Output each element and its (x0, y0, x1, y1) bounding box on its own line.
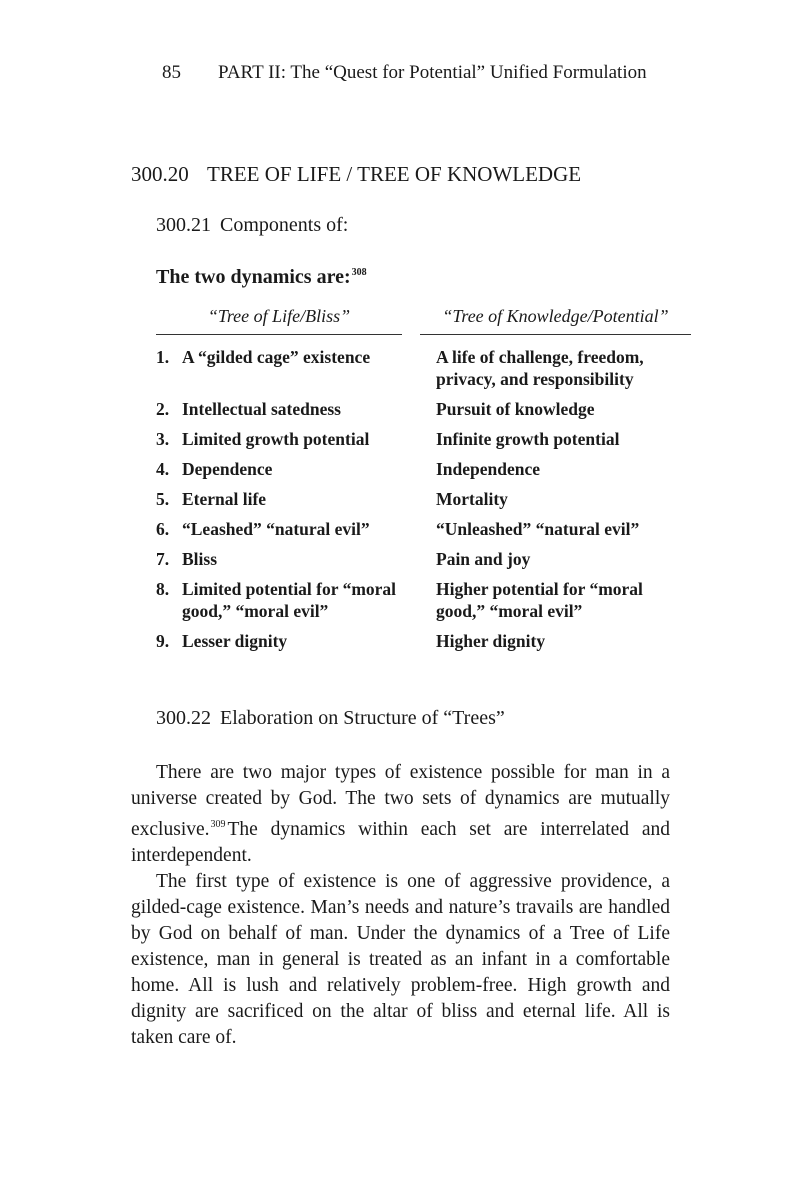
tree-of-knowledge-item: Infinite growth potential (436, 429, 620, 449)
table-row (156, 630, 696, 652)
page-number: 85 (162, 62, 181, 83)
tree-of-life-item: A “gilded cage” existence (182, 347, 371, 367)
subsection-heading-elaboration (156, 707, 505, 730)
row-number: 2. (156, 399, 170, 419)
tree-of-life-item: Intellectual satedness (182, 399, 341, 419)
row-number: 6. (156, 519, 170, 539)
subsection-title: Elaboration on Structure of “Trees” (220, 707, 505, 729)
dynamics-table (156, 346, 696, 660)
tree-of-knowledge-item: Higher dignity (436, 631, 546, 651)
paragraph-text: There are two major types of existence possible for man in a universe created by God. The two sets of dynamics are mutually exclusive. (131, 762, 670, 840)
column-header-tree-of-life: “Tree of Life/Bliss” (156, 306, 402, 335)
tree-of-knowledge-item: Higher potential for “moral good,” “moral evil” (436, 579, 643, 621)
dynamics-heading (156, 266, 367, 289)
tree-of-life-item: Eternal life (182, 489, 267, 509)
table-row (156, 578, 696, 622)
tree-of-life-item: “Leashed” “natural evil” (182, 519, 370, 539)
paragraph-text: The dynamics within each set are interrelated and interdependent. (131, 819, 670, 866)
tree-of-life-item: Lesser dignity (182, 631, 288, 651)
tree-of-knowledge-item: A life of challenge, freedom, privacy, and responsibility (436, 347, 644, 389)
tree-of-knowledge-item: “Unleashed” “natural evil” (436, 519, 640, 539)
paragraph: The first type of existence is one of aggressive providence, a gilded-cage existence. Man’s needs and nature’s travails are handled by God on behalf of man. Under the dynamics of a Tree of Life existence, man in general is treated as an infant in a comfortable home. All is lush and relatively problem-free. High growth and dignity are sacrificed on the altar of bliss and eternal life. All is taken care of. (131, 871, 670, 1048)
subsection-number: 300.22 (156, 707, 211, 729)
footnote-marker: 309 (210, 819, 226, 830)
tree-of-life-item: Dependence (182, 459, 273, 479)
tree-of-knowledge-item: Pursuit of knowledge (436, 399, 595, 419)
column-header-tree-of-knowledge: “Tree of Knowledge/Potential” (420, 306, 691, 335)
table-row (156, 428, 696, 450)
subsection-heading-components (156, 214, 348, 237)
row-number: 8. (156, 579, 170, 599)
table-row (156, 548, 696, 570)
paragraph (131, 760, 670, 869)
dynamics-heading-text: The two dynamics are: (156, 266, 351, 288)
tree-of-life-item: Bliss (182, 549, 218, 569)
subsection-number: 300.21 (156, 214, 211, 236)
tree-of-knowledge-item: Mortality (436, 489, 508, 509)
subsection-title: Components of: (220, 214, 349, 236)
section-title: TREE OF LIFE / TREE OF KNOWLEDGE (207, 162, 582, 186)
table-row (156, 398, 696, 420)
body-text (131, 760, 670, 1051)
row-number: 4. (156, 459, 170, 479)
section-number: 300.20 (131, 162, 189, 186)
row-number: 3. (156, 429, 170, 449)
row-number: 5. (156, 489, 170, 509)
running-title: PART II: The “Quest for Potential” Unified Formulation (218, 62, 647, 83)
table-row (156, 488, 696, 510)
footnote-marker: 308 (351, 267, 367, 278)
tree-of-life-item: Limited growth potential (182, 429, 370, 449)
row-number: 9. (156, 631, 170, 651)
tree-of-knowledge-item: Pain and joy (436, 549, 531, 569)
row-number: 7. (156, 549, 170, 569)
tree-of-knowledge-item: Independence (436, 459, 541, 479)
row-number: 1. (156, 347, 170, 367)
table-row (156, 458, 696, 480)
table-row (156, 518, 696, 540)
table-row (156, 346, 696, 390)
section-heading (131, 162, 581, 187)
tree-of-life-item: Limited potential for “moral good,” “moral evil” (182, 579, 397, 621)
running-header (162, 62, 647, 84)
